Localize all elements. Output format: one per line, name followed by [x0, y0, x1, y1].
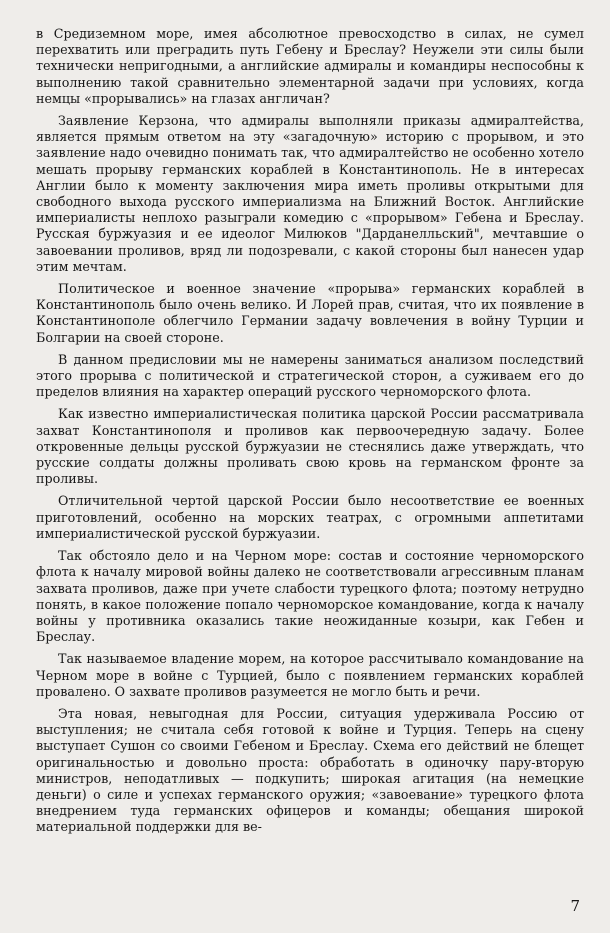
paragraph-7: Так обстояло дело и на Черном море: состав и состояние черноморского флота к началу мировой войны далеко не соответствовали агрессивным планам захвата проливов, даже при учете слабости турецкого флота; поэтому нетрудно понять, в какое положение попало черноморское командование, когда к началу войны у противника оказались такие неожиданные козыри, как Гебен и Бреслау. — [36, 548, 584, 645]
paragraph-9: Эта новая, невыгодная для России, ситуация удерживала Россию от выступления; не считала себя готовой к войне и Турция. Теперь на сцену выступает Сушон со своими Гебеном и Бреслау. Схема его действий не блещет оригинальностью и довольно проста: обработать в одиночку пару-вторую министров, неподатливых — подкупить; широкая агитация (на немецкие деньги) о силе и успехах германского оружия; «завоевание» турецкого флота внедрением туда германских офицеров и команды; обещания широкой материальной поддержки для ве- — [36, 705, 584, 835]
paragraph-3: Политическое и военное значение «прорыва» германских кораблей в Константинополь было очень велико. И Лорей прав, считая, что их появление в Константинополе облегчило Германии задачу вовлечения в войну Турции и Болгарии на своей стороне. — [36, 281, 584, 345]
paragraph-1: в Средиземном море, имея абсолютное превосходство в силах, не сумел перехватить или преградить путь Гебену и Бреслау? Неужели эти силы были технически непригодными, а английские адмиралы и командиры неспособны к выполнению такой сравнительно элементарной задачи при условиях, когда немцы «прорывались» на глазах англичан? — [36, 26, 584, 106]
paragraph-8: Так называемое владение морем, на которое рассчитывало командование на Черном море в войне с Турцией, было с появлением германских кораблей провалено. О захвате проливов разумеется не могло быть и речи. — [36, 651, 584, 699]
paragraph-2: Заявление Керзона, что адмиралы выполняли приказы адмиралтейства, является прямым ответом на эту «загадочную» историю с прорывом, и это заявление надо очевидно понимать так, что адмиралтейство не особенно хотело мешать прорыву германских кораблей в Константинополь. Не в интересах Англии было к моменту заключения мира иметь проливы открытыми для свободного выхода русского империализма на Ближний Восток. Английские империалисты неплохо разыграли комедию с «прорывом» Гебена и Бреслау. Русская буржуазия и ее идеолог Милюков "Дарданелльский", мечтавшие о завоевании проливов, вряд ли подозревали, с какой стороны был нанесен удар этим мечтам. — [36, 113, 584, 274]
paragraph-4: В данном предисловии мы не намерены заниматься анализом последствий этого прорыва с политической и стратегической сторон, а суживаем его до пределов влияния на характер операций русского черноморского флота. — [36, 351, 584, 400]
paragraph-6: Отличительной чертой царской России было несоответствие ее военных приготовлений, особенно на морских театрах, с огромными аппетитами империалистической русской буржуазии. — [36, 493, 584, 541]
page-number: 7 — [570, 897, 580, 915]
paragraph-5: Как известно империалистическая политика царской России рассматривала захват Константинополя и проливов как первоочередную задачу. Более откровенные дельцы русской буржуазии не стеснялись даже утверждать, что русские солдаты должны проливать свою кровь на германском фронте за проливы. — [36, 406, 584, 487]
